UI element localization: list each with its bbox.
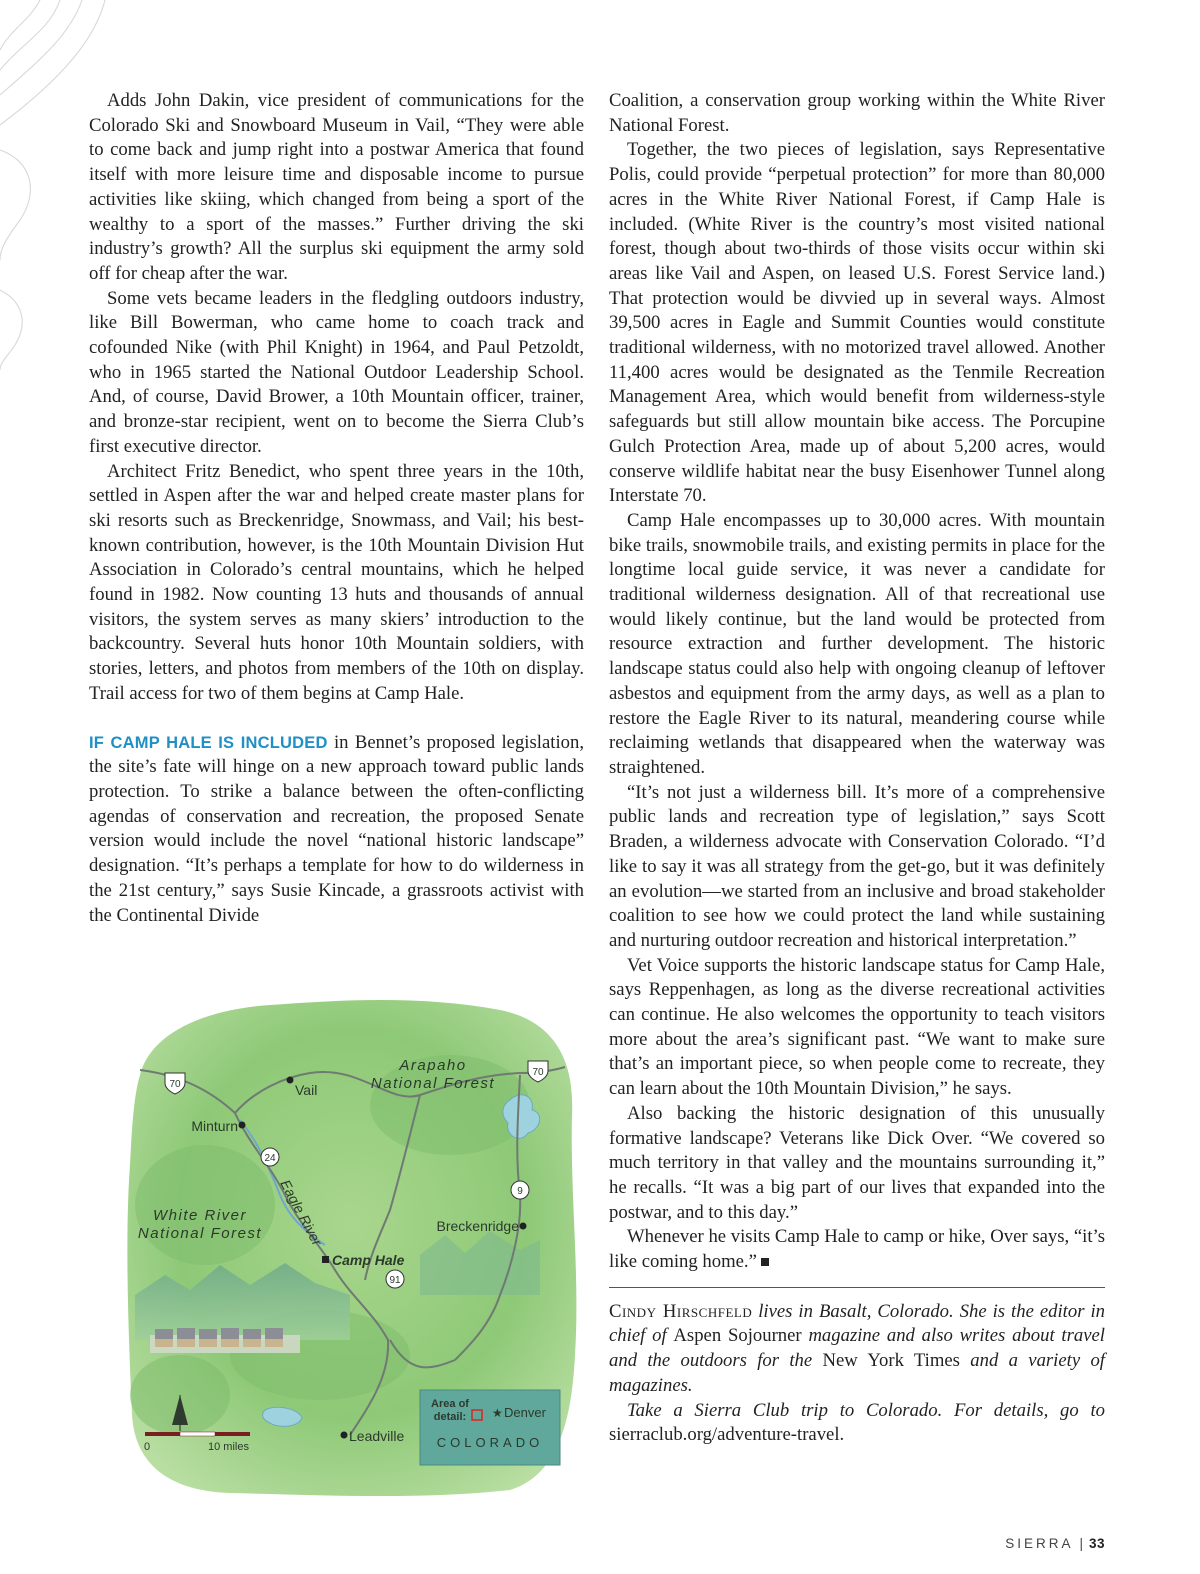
co-91-shield xyxy=(386,1270,404,1288)
town-label-camp-hale: Camp Hale xyxy=(332,1252,405,1268)
inset-city-label: Denver xyxy=(504,1405,546,1420)
leadville-marker xyxy=(341,1432,348,1439)
publication-name: Aspen Sojourner xyxy=(673,1325,802,1347)
page-footer xyxy=(1005,1536,1105,1551)
camp-hale-marker xyxy=(322,1256,329,1263)
section-lead-in: IF CAMP HALE IS INCLUDED xyxy=(89,733,328,752)
left-column xyxy=(89,89,584,928)
paragraph xyxy=(89,731,584,929)
publication-name: New York Times xyxy=(822,1350,960,1372)
paragraph: Together, the two pieces of legislation, says Representative Polis, could provide “perpetual protection” for more than 80,000 acres in the White River National Forest, if Camp Hale is included. (White River is the country’s most visited national forest, though about two-thirds of those visits occur within ski areas like Vail and Aspen, on leased U.S. Forest Service land.) That protection would be divvied up in several ways. Almost 39,500 acres in Eagle and Summit Counties would constitute traditional wilderness, with no motorized travel allowed. Another 11,400 acres would be designated as the Tenmile Recreation Management Area, which would benefit from wilderness-style safeguards but still allow mountain bike access. The Porcupine Gulch Protection Area, made up of about 5,200 acres, would conserve wildlife habitat near the busy Eisenhower Tunnel along Interstate 70. xyxy=(609,139,1105,507)
town-label-leadville: Leadville xyxy=(349,1428,405,1444)
us-24-shield xyxy=(261,1148,279,1166)
paragraph xyxy=(609,1225,1105,1274)
paragraph-text: in Bennet’s proposed legislation, the site’s fate will hinge on a new approach toward public lands protection. To strike a balance between the often-conflicting agendas of conservation and recreation, the proposed Senate version would include the novel “national historic landscape” designation. “It’s perhaps a template for how to do wilderness in the 21st century,” says Susie Kincade, a grassroots activist with the Continental Divide xyxy=(89,731,584,926)
footer-separator: | xyxy=(1079,1536,1083,1551)
co-9-shield xyxy=(511,1181,529,1199)
inset-area-label: Area of xyxy=(431,1398,469,1410)
forest-label-arapaho: Arapaho xyxy=(399,1057,467,1074)
town-label-minturn: Minturn xyxy=(191,1118,238,1134)
trip-note-text: Take a Sierra Club trip to Colorado. For details, go to xyxy=(627,1399,1105,1421)
bio-divider xyxy=(609,1287,1105,1288)
camp-hale-map xyxy=(120,995,585,1500)
end-mark-icon xyxy=(761,1258,769,1266)
paragraph: Some vets became leaders in the fledgling outdoors industry, like Bill Bowerman, who came home to coach track and cofounded Nike (with Phil Knight) in 1964, and Paul Petzoldt, who in 1965 started the National Outdoor Leadership School. And, of course, David Brower, a 10th Mountain officer, trainer, and bronze-star recipient, went on to become the Sierra Club’s first executive director. xyxy=(89,287,584,457)
author-bio xyxy=(609,1300,1105,1399)
town-label-vail: Vail xyxy=(295,1082,318,1098)
inset-area-label: detail: xyxy=(433,1411,467,1423)
route-label: 70 xyxy=(169,1079,181,1090)
minturn-marker xyxy=(239,1122,246,1129)
bio-text: lives in Basalt, Colorado. She is the editor in chief of xyxy=(609,1300,1106,1347)
bio-text: magazine and also writes about travel and the outdoors for the xyxy=(609,1325,1105,1372)
scale-distance-label: 10 miles xyxy=(208,1441,249,1453)
route-label: 91 xyxy=(389,1275,401,1286)
barracks-illustration xyxy=(150,1328,300,1353)
route-label: 70 xyxy=(532,1067,544,1078)
forest-label-white-river: White River xyxy=(152,1207,248,1224)
author-name: Cindy Hirschfeld xyxy=(609,1300,753,1322)
paragraph: “It’s not just a wilderness bill. It’s more of a comprehensive public lands and recreation type of legislation,” says Scott Braden, a wilderness advocate with Conservation Colorado. “I’d like to say it was all strategy from the get-go, but it was definitely an evolution—we started from an inclusive and broad stakeholder coalition to see how we could protect the land while sustaining and nurturing outdoor recreation and historical interpretation.” xyxy=(609,781,1105,951)
paragraph: Coalition, a conservation group working within the White River National Forest. xyxy=(609,90,1105,136)
paragraph: Camp Hale encompasses up to 30,000 acres. With mountain bike trails, snowmobile trails, and existing permits in place for the longtime local guide service, it was never a candidate for traditional wilderness designation. All of that recreational use would likely continue, but the land would be protected from resource extraction and further development. The historic landscape status could also help with ongoing cleanup of leftover asbestos and equipment from the army days, as well as a plan to restore the Eagle River to its natural, meandering course while reclaiming wetlands that disappeared when the waterway was straightened. xyxy=(609,509,1105,778)
paragraph: Architect Fritz Benedict, who spent three years in the 10th, settled in Aspen after the war and helped create master plans for ski resorts such as Breckenridge, Snowmass, and Vail; his best-known contribution, however, is the 10th Mountain Division Hut Association in Colorado’s central mountains, which he helped found in 1982. Now counting 13 huts and thousands of annual visitors, the system serves as many skiers’ introduction to the backcountry. Several huts honor 10th Mountain soldiers, with stories, letters, and photos from members of the 10th on display. Trail access for two of them begins at Camp Hale. xyxy=(89,460,584,704)
route-label: 9 xyxy=(517,1186,523,1197)
colorado-inset xyxy=(420,1390,560,1465)
forest-label-arapaho: National Forest xyxy=(370,1075,496,1092)
breckenridge-marker xyxy=(520,1223,527,1230)
town-label-breckenridge: Breckenridge xyxy=(436,1218,519,1234)
trip-note xyxy=(609,1399,1105,1448)
right-column xyxy=(609,89,1105,1448)
star-icon: ★ xyxy=(492,1406,503,1420)
route-label: 24 xyxy=(264,1153,276,1164)
bio-text: and a variety of magazines. xyxy=(609,1350,1105,1396)
river-label-eagle: Eagle River xyxy=(277,1176,326,1249)
vail-marker xyxy=(287,1077,294,1084)
inset-state-label: COLORADO xyxy=(436,1435,544,1450)
page-number: 33 xyxy=(1088,1536,1105,1551)
paragraph-text: Whenever he visits Camp Hale to camp or hike, Over says, “it’s like coming home.” xyxy=(609,1226,1105,1273)
paragraph: Also backing the historic designation of this unusually formative landscape? Veterans like Dick Over. “We covered so much territory in that valley and the mountains surrounding it,” he recalls. “It was a big part of our lives that expanded into the postwar, and to this day.” xyxy=(609,1102,1105,1223)
scale-zero-label: 0 xyxy=(144,1441,151,1453)
trip-link[interactable]: sierraclub.org/adventure-travel. xyxy=(609,1424,845,1446)
paragraph: Adds John Dakin, vice president of communications for the Colorado Ski and Snowboard Museum in Vail, “They were able to come back and jump right into a postwar America that found itself with more leisure time and disposable income to pursue activities like skiing, which changed from being a sport of the wealthy to a sport of the masses.” Further driving the ski industry’s growth? All the surplus ski equipment the army sold off for cheap after the war. xyxy=(89,90,584,284)
magazine-name: SIERRA xyxy=(1005,1536,1074,1551)
forest-label-white-river: National Forest xyxy=(137,1225,263,1242)
paragraph: Vet Voice supports the historic landscape status for Camp Hale, says Reppenhagen, as long as the diverse recreational activities can continue. He also welcomes the opportunity to teach visitors more about the area’s significant past. “We want to make sure that’s an important piece, so when people come to recreate, they can learn about the 10th Mountain Division,” he says. xyxy=(609,954,1105,1100)
